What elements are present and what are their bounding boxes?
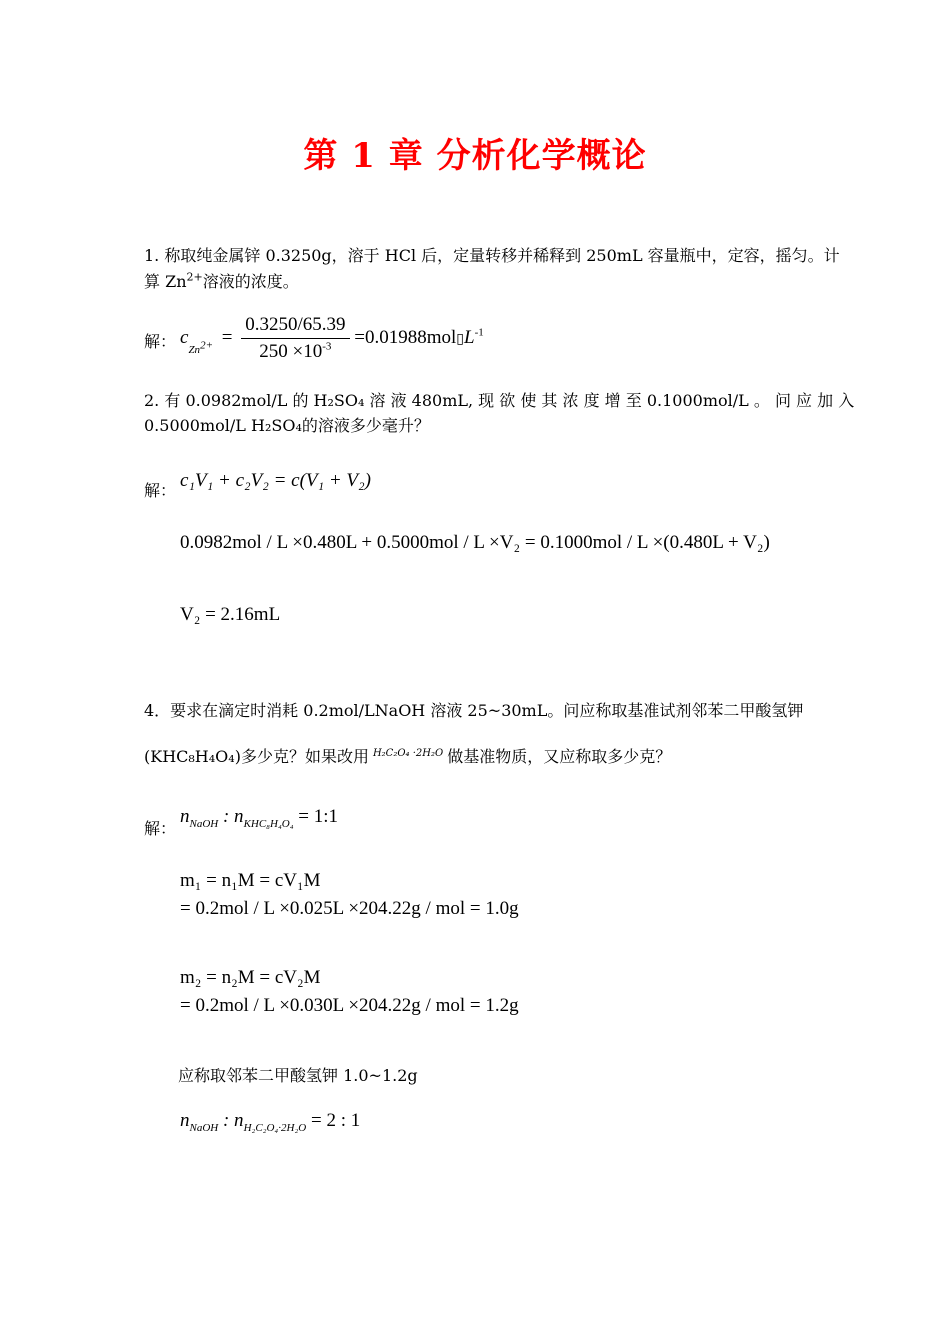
q4-text-line2: (KHC₈H₄O₄)多少克？如果改用 $^{H_2C_2O_4 \cdot 2H_2O}$ 做基准物质，又应称取多少克？ [144, 747, 672, 766]
q1-formula: $c_{Zn^{2+}}$ = $\frac{0.3250/65.39}{250 \times 10^{-3}}$ $=0.01988mol▯L^{-1}$ [180, 314, 484, 362]
q2-equation-1: c₁V₁ + c₂V₂ = c(V₁ + V₂) [180, 470, 371, 491]
q4-m2-line1: m₂ = n₂M = cV₂M [180, 967, 321, 988]
q4-m1-line2: = 0.2mol / L ×0.025L ×204.22g / mol = 1.0g [180, 898, 519, 919]
page-title: 第 1 章 分析化学概论 [303, 136, 647, 176]
q4-text-line1: 4．要求在滴定时消耗 0.2mol/LNaOH 溶液 25~30mL。问应称取基准试剂邻苯二甲酸氢钾 [144, 701, 804, 720]
q1-text-line2: 算 $Zn^{2+}$溶液的浓度。 [144, 270, 299, 291]
q4-m2-line2: = 0.2mol / L ×0.030L ×204.22g / mol = 1.2g [180, 995, 519, 1016]
q2-text-line2: 0.5000mol/L H₂SO₄的溶液多少毫升？ [144, 416, 430, 435]
q4-ratio-equation-2: $n_{NaOH}$ : $n_{H_2C_2O_4\cdot 2H_2O} = 2$ : 1 [180, 1110, 361, 1134]
q2-equation-3: V₂ = 2.16mL [180, 604, 281, 625]
q2-solution-label: 解： [144, 481, 177, 500]
q4-solution-label: 解： [144, 819, 177, 838]
q2-text-line1: 2. 有 0.0982mol/L 的 H₂SO₄ 溶 液 480mL, 现 欲 使 其 浓 度 增 至 0.1000mol/L 。 问 应 加 入 [144, 391, 855, 410]
q4-m1-line1: m₁ = n₁M = cV₁M [180, 870, 321, 891]
q1-text-line1: 1. 称取纯金属锌 0.3250g，溶于 HCl 后，定量转移并稀释到 250mL 容量瓶中，定容，摇匀。计 [144, 246, 840, 265]
q4-ratio-equation: $n_{NaOH}$ : $n_{KHC_8H_4O_4}$ = 1:1 [180, 806, 339, 830]
q2-equation-2: 0.0982mol / L ×0.480L + 0.5000mol / L ×V₂ = 0.1000mol / L ×(0.480L + V₂) [180, 532, 770, 553]
q4-conclusion: 应称取邻苯二甲酸氢钾 1.0~1.2g [178, 1066, 418, 1085]
q1-solution-label: 解： [144, 332, 177, 351]
